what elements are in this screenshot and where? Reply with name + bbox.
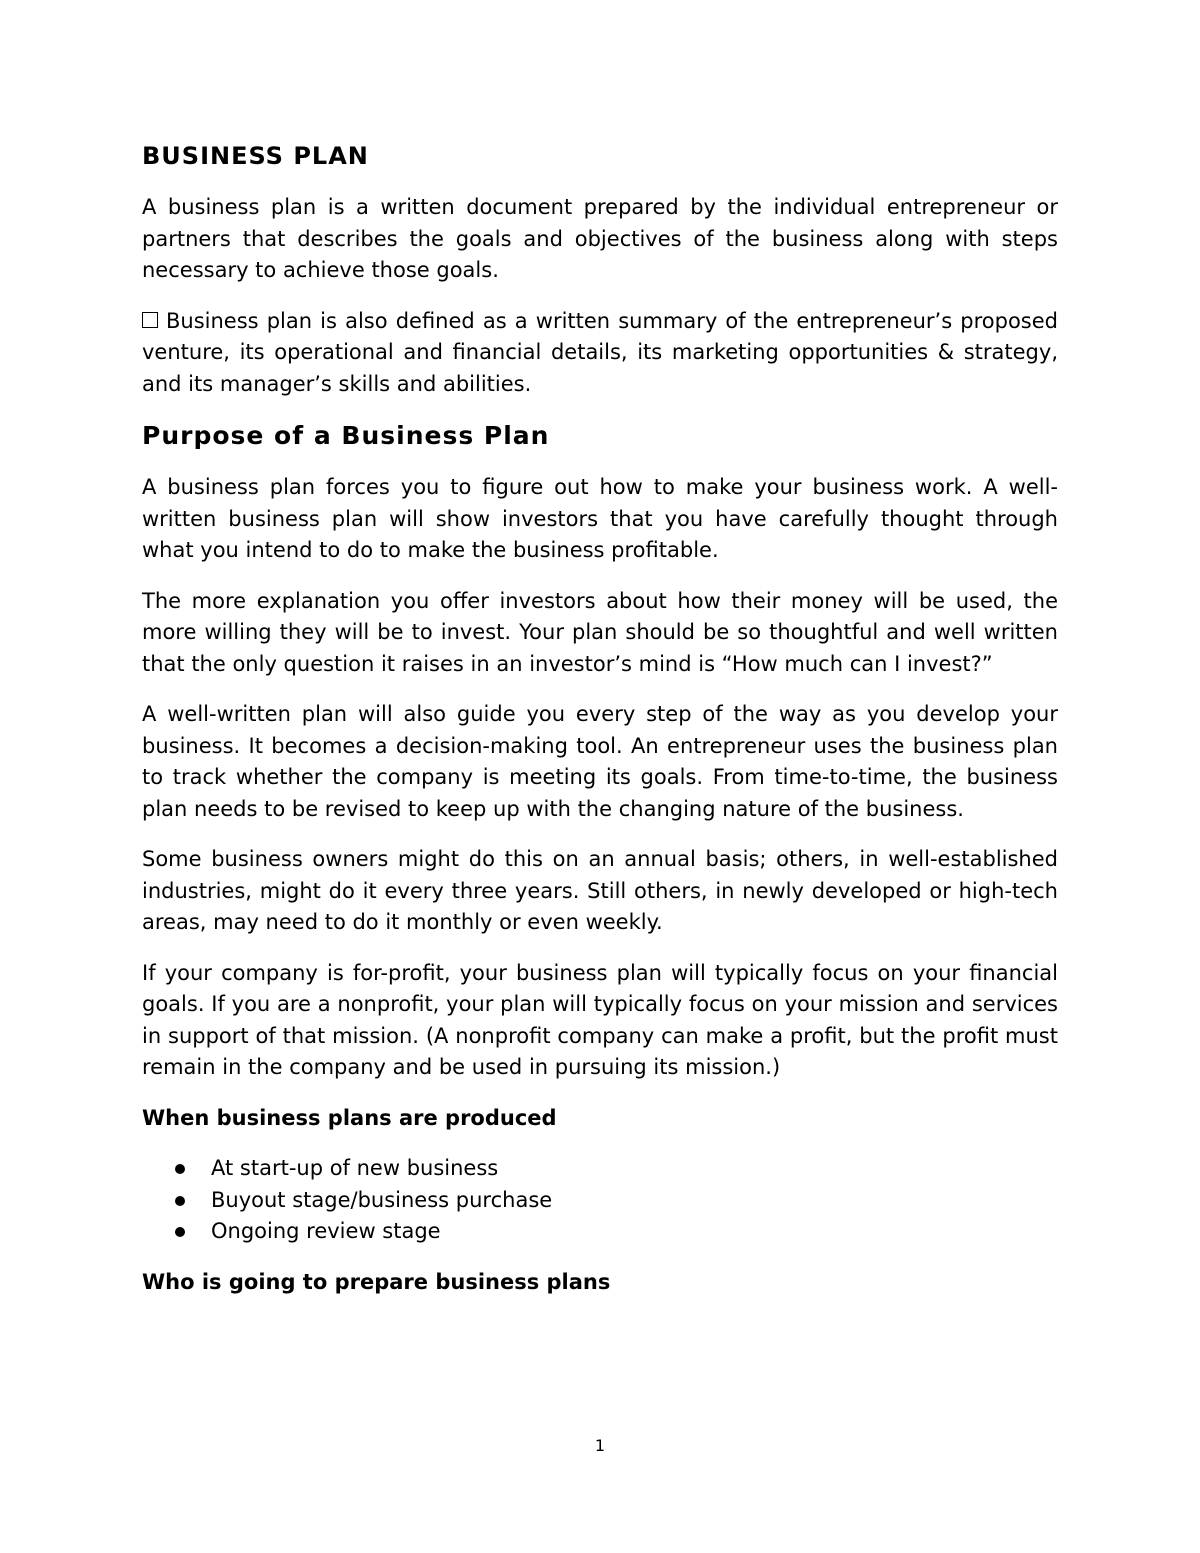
purpose-paragraph-2: The more explanation you offer investors about how their money will be used, the more willing they will be to invest. Your plan should be so thoughtful and well written that the only question it raises in an investor’s mind is “How much can I invest?”: [142, 588, 1058, 676]
list-item: [142, 1216, 1058, 1248]
when-list: [142, 1153, 1058, 1248]
who-heading: Who is going to prepare business plans: [142, 1269, 611, 1294]
when-heading: When business plans are produced: [142, 1105, 557, 1130]
purpose-paragraph-4: Some business owners might do this on an annual basis; others, in well-established industries, might do it every three years. Still others, in newly developed or high-tech areas, may need to do it monthly or even weekly.: [142, 847, 1058, 934]
page-number: 1: [594, 1436, 606, 1455]
list-item: [142, 1153, 1058, 1185]
intro-paragraph-2-text: Business plan is also defined as a written summary of the entrepreneur’s proposed venture, its operational and financial details, its marketing opportunities & strategy, and its manager’s skills and abilities.: [142, 308, 1058, 396]
list-item-text: Ongoing review stage: [211, 1219, 441, 1243]
bullet-icon: [175, 1196, 185, 1206]
document-title: BUSINESS PLAN: [142, 142, 369, 170]
list-item-text: Buyout stage/business purchase: [211, 1187, 553, 1212]
purpose-paragraph-3: A well-written plan will also guide you every step of the way as you develop your business. It becomes a decision-making tool. An entrepreneur uses the business plan to track whether the company is meeting its goals. From time-to-time, the business plan needs to be revised to keep up with the changing nature of the business.: [142, 702, 1058, 821]
checkbox-icon: [142, 312, 158, 328]
document-page: [142, 140, 1058, 1317]
list-item: [142, 1185, 1058, 1217]
bullet-icon: [175, 1164, 185, 1174]
list-item-text: At start-up of new business: [211, 1156, 499, 1180]
intro-paragraph-2: [142, 306, 1058, 401]
purpose-paragraph-5: If your company is for-profit, your business plan will typically focus on your financial goals. If you are a nonprofit, your plan will typically focus on your mission and services in support of that mission. (A nonprofit company can make a profit, but the profit must remain in the company and be used in pursuing its mission.): [142, 960, 1058, 1079]
bullet-icon: [175, 1227, 185, 1237]
purpose-paragraph-1: A business plan forces you to figure out how to make your business work. A well-written business plan will show investors that you have carefully thought through what you intend to do to make the business profitable.: [142, 475, 1058, 562]
intro-paragraph-1: A business plan is a written document prepared by the individual entrepreneur or partners that describes the goals and objectives of the business along with steps necessary to achieve those goals.: [142, 195, 1058, 282]
purpose-heading: Purpose of a Business Plan: [142, 421, 550, 450]
